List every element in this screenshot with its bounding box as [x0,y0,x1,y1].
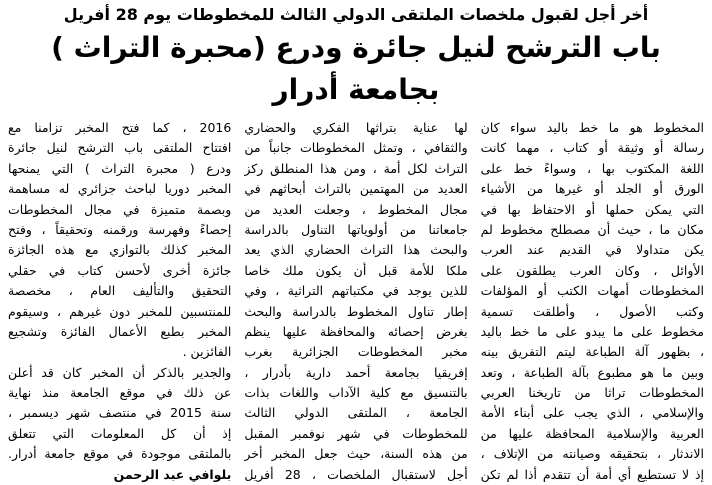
article-line: إذ لا تستطيع أي أمة أن تتقدم أذا لم تكن [480,466,704,482]
article-line: وكتب الأصول ، وأطلقت تسمية [480,303,704,319]
article-line: العديد من المهتمين بالتراث أبحاثهم في [244,181,468,197]
article-line: المخبر دوريا لباحث جزائري له مساهمة [8,181,232,197]
article-line: الجامعة ، الملتقى الدولي الثالث [244,405,468,421]
article-line: إحصاءً وفهرسة ورقمنه وتحقيقاً ، وفتح [8,221,232,237]
article-line: ودرع ( محبرة التراث ) التي يمنحها [8,160,232,176]
article-line: الأوائل ، وكان العرب يطلقون على [480,262,704,278]
article-line: 2016 ، كما فتح المخبر تزامنا مع [8,120,232,135]
article-line: والبحث هذا التراث الحضاري الذي يعد [244,242,468,258]
article-line: التحقيق والتأليف العام ، مخصصة [8,283,232,299]
article-line: الفائزين . [182,344,232,360]
article-line: أجل لاستقبال الملخصات ، 28 أفريل [244,466,468,482]
article-line: مكان ما ، حيث أن مصطلح مخطوط لم [480,221,704,237]
article-line: والثقافي ، وتمثل المخطوطات جانباً من [244,140,468,156]
article-line: ملكا للأمة قبل أن يكون ملك خاصا [244,262,468,278]
article-line: المخطوط هو ما خط باليد سواء كان [480,120,704,135]
article-body [0,111,712,485]
article-line: مخبر المخطوطات الجزائرية بغرب [244,344,468,360]
article-line: بالتنسيق مع كلية الآداب واللغات بذات [244,385,468,401]
article-line: ، بظهور آلة الطباعة ليتم التفريق بينه [480,344,704,360]
article-line: للمخطوطات في شهر نوفمبر المقبل [244,425,468,441]
article-line: اللغة المكتوب بها ، وسواءً خط على [480,160,704,176]
article-line: إذ أن كل المعلومات التي تتعلق [8,425,232,441]
kicker-headline: أخر أجل لقبول ملخصات الملتقى الدولي الثالث للمخطوطات يوم 28 أفريل [63,5,649,24]
article-line: عن ذلك في موقع الجامعة منذ نهاية [8,385,232,401]
article-line: للذين يوجد في مكتباتهم التراثية ، وفي [244,283,468,299]
article-line: وبين ما هو مطبوع بآلة الطباعة ، وتعد [480,364,704,380]
article-line: من هذه السنة، حيث جعل المخبر أخر [244,446,468,462]
article-line: المخطوطات أمهات الكتب أو المؤلفات [480,283,704,299]
article-line: المخبر بطبع الأعمال الفائزة وتشجيع [8,323,232,339]
article-line: بالملتقى موجودة في موقع جامعة أدرار. [8,446,232,462]
article-line: إفريقيا بجامعة أحمد دارية بأدرار ، [244,364,468,380]
article-line: لها عناية بتراثها الفكري والحضاري [244,120,468,135]
byline: بلوافي عبد الرحمن [113,466,232,482]
article-column-middle [244,118,467,485]
article-line: التي يمكن حملها أو الاحتفاظ بها في [480,201,704,217]
article-line: رسالة أو وثيقة أو كتاب ، مهما كانت [480,140,704,156]
article-line: الورق أو الجلد أو غيرها من الأشياء [480,181,704,197]
article-line: المخطوطات تراثا من تاريخنا العربي [480,385,704,401]
article-line: إطار تناول المخطوط بالدراسة والبحث [244,303,468,319]
article-line: المخبر كذلك بالتوازي مع هذه الجائزة [8,242,232,258]
article-line: بغرض إحصائه والمحافظة عليها ينظم [244,323,468,339]
article-line: يكن متداولا في القديم عند العرب [480,242,704,258]
article-line: الاندثار ، بتحقيقه وصيانته من الإتلاف ، [480,446,704,462]
article-line: جامعاتنا من أولوياتها التناول بالدراسة [244,221,468,237]
article-line: للمنتسبين للمخبر دون غيرهم ، وسيقوم [8,303,232,319]
article-line: مجال المخطوط ، وجعلت العديد من [244,201,468,217]
article-line: العربية والإسلامية المحافظة عليها من [480,425,704,441]
article-line: جائزة أخرى لأحسن كتاب في حقلي [8,262,232,278]
article-line: مخطوط على ما يبدو على ما خط باليد [480,323,704,339]
main-headline: باب الترشح لنيل جائرة ودرع (محبرة التراث ) بجامعة أدرار [51,31,661,106]
article-line: والجدير بالذكر أن المخبر كان قد أعلن [8,364,232,380]
article-line: سنة 2015 في منتصف شهر ديسمبر ، [8,405,232,421]
article-line: وبصمة متميزة في مجال المخطوطات [8,201,232,217]
article-column-left [8,118,231,485]
article-line: التراث لكل أمة ، ومن هذا المنطلق ركز [244,160,468,176]
article-line: والإسلامي ، الذي يجب على أبناء الأمة [480,405,704,421]
article-column-right [481,118,704,485]
article-line: افتتاح الملتقى باب الترشح لنيل جائرة [8,140,232,156]
